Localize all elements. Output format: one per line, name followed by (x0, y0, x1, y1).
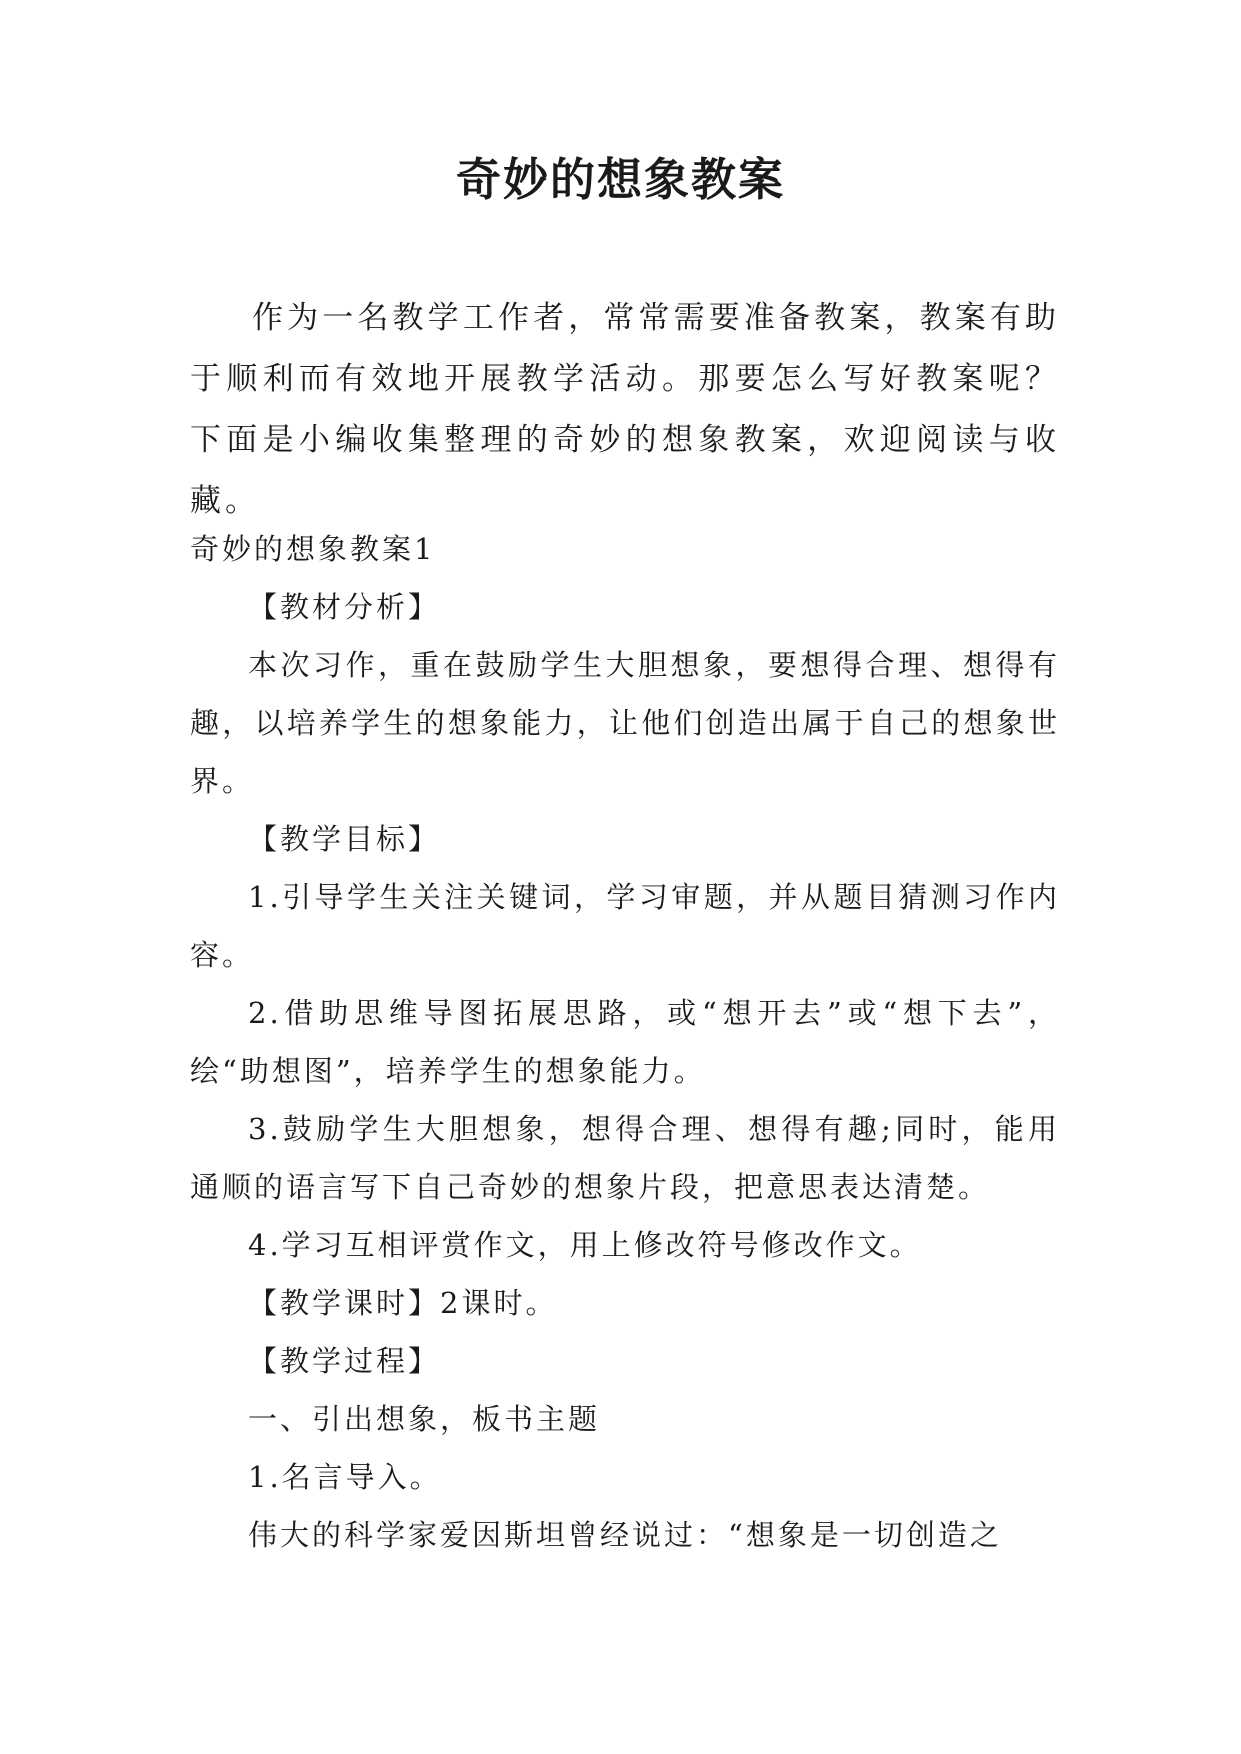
heading-class-hours: 【教学课时】2课时。 (248, 1286, 558, 1320)
intro-paragraph: 作为一名教学工作者，常常需要准备教案，教案有助于顺利而有效地开展教学活动。那要怎么写好教案呢？下面是小编收集整理的奇妙的想象教案，欢迎阅读与收藏。 (190, 300, 1060, 519)
goal-item-4: 4.学习互相评赏作文，用上修改符号修改作文。 (248, 1228, 922, 1262)
heading-material-analysis: 【教材分析】 (248, 590, 441, 624)
process-step-1: 一、引出想象，板书主题 (248, 1402, 601, 1436)
paragraph-material-analysis: 本次习作，重在鼓励学生大胆想象，要想得合理、想得有趣，以培养学生的想象能力，让他们创造出属于自己的想象世界。 (190, 648, 1060, 798)
goal-item-2: 2.借助思维导图拓展思路，或“想开去”或“想下去”，绘“助想图”，培养学生的想象能力。 (190, 996, 1060, 1088)
heading-teaching-process: 【教学过程】 (248, 1344, 441, 1378)
body-text (190, 578, 1060, 1564)
document-title: 奇妙的想象教案 (455, 153, 785, 206)
goal-item-3: 3.鼓励学生大胆想象，想得合理、想得有趣;同时，能用通顺的语言写下自己奇妙的想象片段，把意思表达清楚。 (190, 1112, 1060, 1204)
goal-item-1: 1.引导学生关注关键词，学习审题，并从题目猜测习作内容。 (190, 880, 1060, 972)
process-substep-1: 1.名言导入。 (248, 1460, 442, 1494)
heading-teaching-goals: 【教学目标】 (248, 822, 441, 856)
section-heading: 奇妙的想象教案1 (190, 532, 436, 566)
quote-paragraph: 伟大的科学家爱因斯坦曾经说过：“想象是一切创造之 (248, 1518, 1002, 1552)
